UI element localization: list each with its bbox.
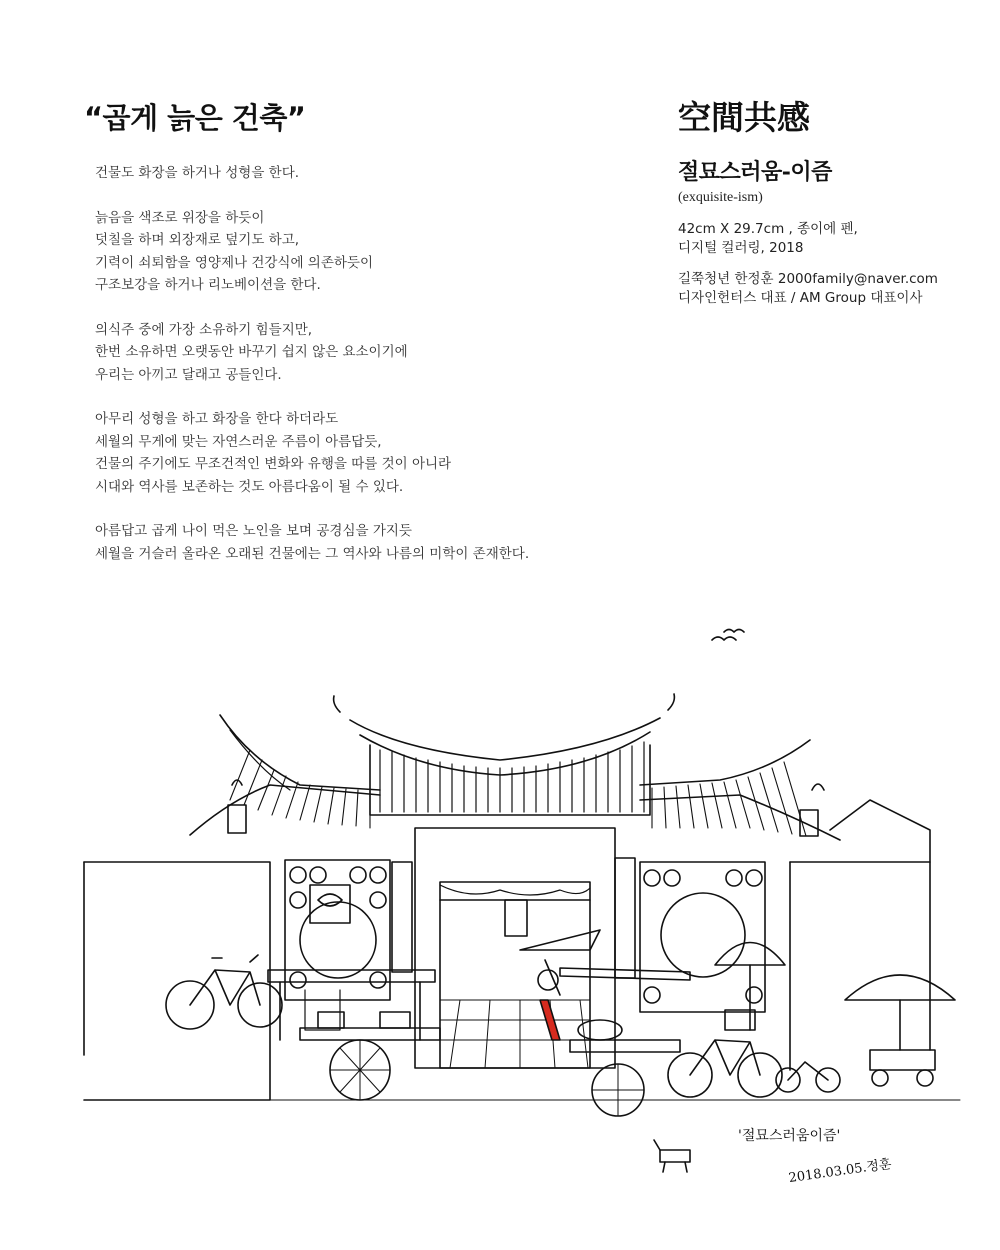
vendor-figure: [520, 930, 600, 1040]
spec-line: 디지털 컬러링, 2018: [678, 240, 804, 256]
essay-line: 아무리 성형을 하고 화장을 한다 하더라도: [95, 411, 339, 427]
signature-title: '절묘스러움이즘': [738, 1128, 841, 1144]
work-title: 절묘스러움-이즘: [678, 159, 832, 185]
stall-awning: [268, 970, 435, 1040]
dog-icon: [654, 1140, 690, 1172]
essay-line: 세월의 무게에 맞는 자연스러운 주름이 아름답듯,: [95, 433, 382, 450]
essay-line: 덧칠을 하며 외장재로 덮기도 하고,: [95, 232, 300, 248]
essay-body: [95, 162, 575, 587]
left-roof: [190, 715, 380, 835]
lantern-icon: [310, 885, 350, 923]
essay-line: 한번 소유하면 오랫동안 바꾸기 쉽지 않은 요소이기에: [95, 344, 408, 360]
essay-paragraph: [95, 162, 575, 185]
cart-left: [300, 1012, 440, 1100]
hanging-sign: [392, 862, 412, 972]
essay-paragraph: [95, 319, 575, 387]
essay-line: 구조보강을 하거나 리노베이션을 한다.: [95, 277, 321, 293]
artwork-spec: [678, 220, 978, 258]
gate-illustration: [0, 600, 1000, 1250]
spec-line: 42cm X 29.7cm , 종이에 펜,: [678, 221, 858, 237]
essay-line: 세월을 거슬러 올라온 오래된 건물에는 그 역사와 나름의 미학이 존재한다.: [95, 545, 530, 562]
cart-handle: [560, 968, 690, 980]
essay-paragraph: [95, 408, 575, 498]
author-line: 디자인헌터스 대표 / AM Group 대표이사: [678, 290, 923, 306]
essay-paragraph: [95, 520, 575, 565]
essay-line: 건물도 화장을 하거나 성형을 한다.: [95, 165, 300, 181]
essay-line: 건물의 주기에도 무조건적인 변화와 유행을 따를 것이 아니라: [95, 456, 452, 472]
essay-line: 늙음을 색조로 위장을 하듯이: [95, 209, 265, 226]
main-roof: [334, 694, 675, 815]
essay-paragraph: [95, 207, 575, 297]
essay-line: 우리는 아끼고 달래고 공들인다.: [95, 366, 282, 383]
signature-date: 2018.03.05.정훈: [787, 1156, 893, 1187]
essay-line: 기력이 쇠퇴함을 영양제나 건강식에 의존하듯이: [95, 254, 373, 271]
birds-icon: [712, 630, 744, 641]
series-title: 空間共感: [678, 98, 810, 137]
gate: [392, 828, 635, 1068]
artwork-info: [678, 92, 978, 308]
essay-line: 아름답고 곱게 나이 먹은 노인을 보며 공경심을 가지듯: [95, 523, 412, 539]
essay-title: “곱게 늙은 건축”: [84, 101, 306, 135]
small-bicycle: [776, 1062, 840, 1092]
umbrella-stall: [845, 975, 955, 1086]
wall: [84, 800, 930, 1100]
essay-line: 의식주 중에 가장 소유하기 힘들지만,: [95, 321, 313, 338]
hanging-sign: [615, 858, 635, 978]
bicycle-left: [166, 955, 282, 1029]
essay-line: 시대와 역사를 보존하는 것도 아름다움이 될 수 있다.: [95, 478, 404, 495]
work-subtitle: (exquisite-ism): [678, 190, 763, 205]
author-line: 길쭉청년 한정훈 2000family@naver.com: [678, 271, 938, 287]
right-roof: [640, 740, 840, 840]
author-info: [678, 270, 978, 308]
bicycle-right: [668, 1010, 782, 1097]
